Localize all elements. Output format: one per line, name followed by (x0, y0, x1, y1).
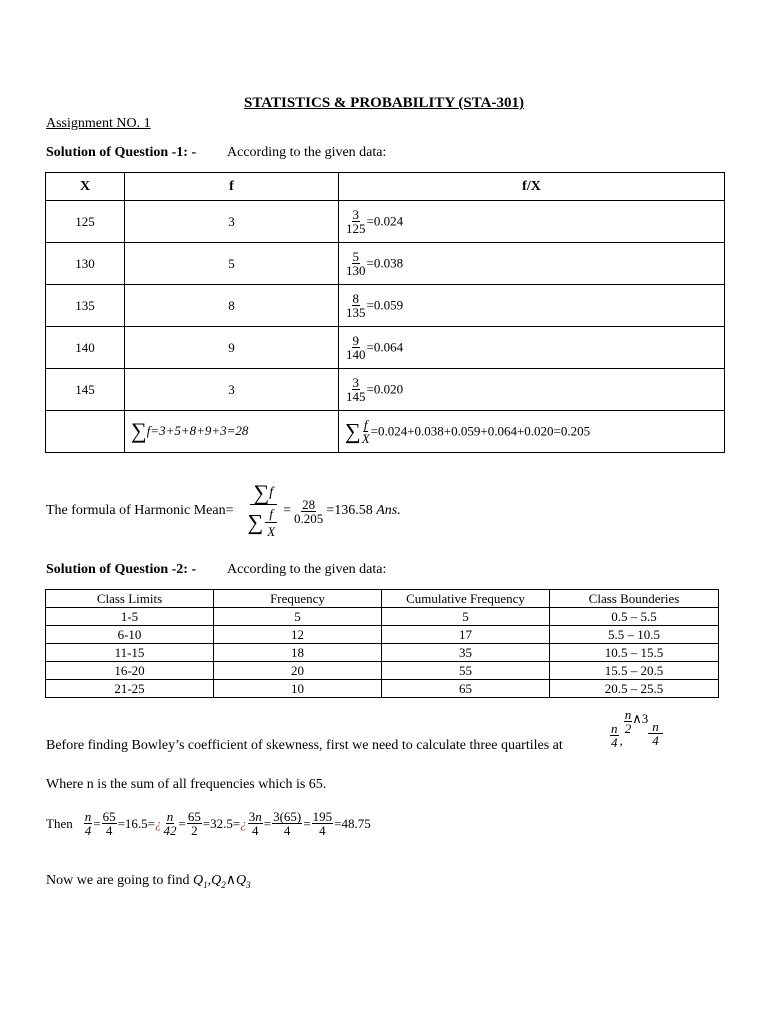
harmonic-result: =136.58 (326, 503, 373, 518)
table-row: 140 9 $\frac{9}{140}$ =0.064 (46, 327, 725, 369)
sigma-icon: ∑ (345, 418, 361, 444)
quartile-positions: $\frac{n}{4}$ , $\frac{n}{2}$ ∧3 $\frac{n}{4}$ (610, 722, 663, 749)
where-paragraph: Where n is the sum of all frequencies which is 65. (46, 777, 327, 792)
frequency-table: Class Limits Frequency Cumulative Frequency Class Bounderies 1-5 5 5 0.5 – 5.5 6-10 12 17 5.5 – 10.5 11-15 18 35 10.5 – 15.5 16-20 20 55 15.5 – 20.5 21-25 10 65 20.5 – 25.5 (45, 589, 719, 698)
header-x: X (46, 173, 125, 201)
table-row: 1-5 5 5 0.5 – 5.5 (46, 608, 719, 626)
value-fraction: $\frac{28}{0.205}$ (294, 496, 324, 526)
fraction: $\frac{9}{140}$ (346, 333, 366, 362)
table-row: 11-15 18 35 10.5 – 15.5 (46, 644, 719, 662)
fraction: $\frac{5}{130}$ (346, 249, 366, 278)
table-row: 6-10 12 17 5.5 – 10.5 (46, 626, 719, 644)
fraction: $\frac{3}{125}$ (346, 207, 366, 236)
table-row: 145 3 $\frac{3}{145}$ =0.020 (46, 369, 725, 411)
fraction: $\frac{8}{135}$ (346, 291, 366, 320)
sigma-icon: ∑ (247, 509, 264, 535)
before-paragraph: Before finding Bowley’s coefficient of skewness, first we need to calculate three quartiles at (46, 738, 563, 753)
table-row: 125 3 $\frac{3}{125}$ =0.024 (46, 201, 725, 243)
fraction: $\frac{f}{X}$ (361, 417, 370, 446)
table-row: 135 8 $\frac{8}{135}$ =0.059 (46, 285, 725, 327)
now-paragraph: Now we are going to find $Q_1,Q_2\wedge Q_3$ (46, 873, 251, 890)
table-row: 21-25 10 65 20.5 – 25.5 (46, 680, 719, 698)
sigma-icon: ∑ (253, 480, 270, 505)
question-1-label: Solution of Question -1: - (46, 145, 197, 160)
then-equation: Then $\frac{n}{4}$ = $\frac{65}{4}$ =16.5= ¿ $\frac{n}{42}$ = $\frac{65}{2}$ =32.5= ¿ $\frac{3n}{4}$ = $\frac{3(65)}{4}$ = $\frac{195}{4}$ =48.75 (46, 809, 371, 838)
harmonic-label: The formula of Harmonic Mean= (46, 503, 234, 518)
sum-f: ∑f=3+5+8+9+3=28 (125, 411, 339, 453)
harmonic-table (45, 172, 725, 453)
sigma-icon: ∑ (131, 418, 147, 444)
quartile-symbols: $Q_1,Q_2\wedge Q_3$ (192, 873, 251, 890)
question-2-desc: According to the given data: (227, 562, 387, 577)
page-title: STATISTICS & PROBABILITY (STA-301) (244, 95, 524, 111)
harmonic-formula: The formula of Harmonic Mean= ∑f ∑ $\frac{f}{X}$ = $\frac{28}{0.205}$ =136.58 Ans. (46, 480, 401, 539)
fraction: $\frac{f}{X}$ (267, 506, 276, 539)
sum-row (46, 411, 725, 453)
question-2-label: Solution of Question -2: - (46, 562, 197, 577)
table-row: 130 5 $\frac{5}{130}$ =0.038 (46, 243, 725, 285)
fraction: $\frac{3}{145}$ (346, 375, 366, 404)
header-fx: f/X (339, 173, 725, 201)
assignment-label: Assignment NO. 1 (46, 116, 151, 131)
table-row: 16-20 20 55 15.5 – 20.5 (46, 662, 719, 680)
sum-fx: ∑ $\frac{f}{X}$ =0.024+0.038+0.059+0.064+0.020=0.205 (339, 411, 725, 453)
question-1-desc: According to the given data: (227, 145, 387, 160)
harmonic-fraction: ∑f ∑ $\frac{f}{X}$ (244, 484, 284, 538)
header-f: f (125, 173, 339, 201)
